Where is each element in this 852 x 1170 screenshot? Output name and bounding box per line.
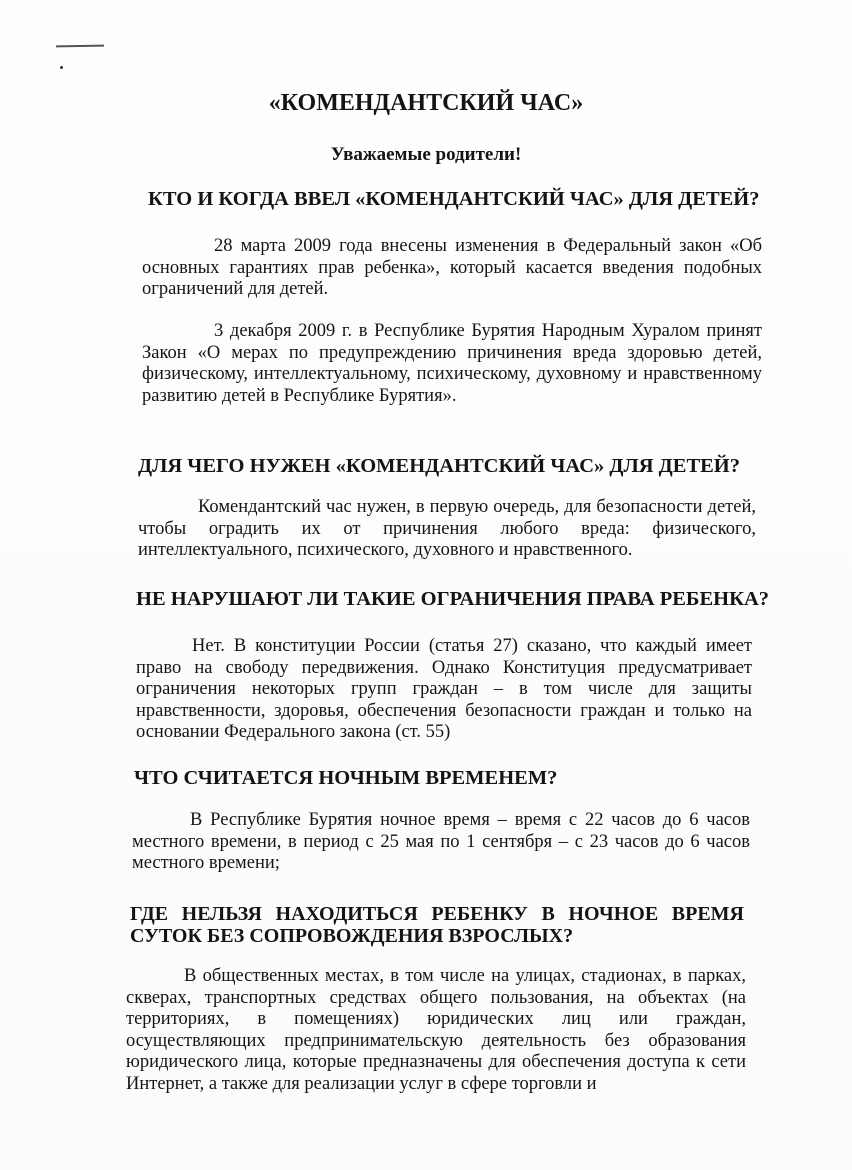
section-heading-who-when: КТО И КОГДА ВВЕЛ «КОМЕНДАНТСКИЙ ЧАС» ДЛЯ ДЕТЕЙ? [148,188,760,210]
greeting: Уважаемые родители! [330,144,522,165]
section-heading-night-time: ЧТО СЧИТАЕТСЯ НОЧНЫМ ВРЕМЕНЕМ? [134,767,558,789]
paragraph-night-time: В Республике Бурятия ночное время – время с 22 часов до 6 часов местного времени, в период с 25 мая по 1 сентября – с 23 часов до 6 часов местного времени; [132,810,750,873]
scan-artifact-dot [60,66,63,69]
paragraph-law-2009-march: 28 марта 2009 года внесены изменения в Федеральный закон «Об основных гарантиях прав ребенка», который касается введения подобных ограничений для детей. [142,236,762,299]
paragraph-why-curfew: Комендантский час нужен, в первую очередь, для безопасности детей, чтобы оградить их от причинения любого вреда: физического, интеллектуального, психического, духовного и нравственного. [138,497,756,560]
scan-artifact-line [56,45,104,48]
document-title: «КОМЕНДАНТСКИЙ ЧАС» [268,90,584,116]
paragraph-constitution: Нет. В конституции России (статья 27) сказано, что каждый имеет право на свободу передвижения. Однако Конституция предусматривает ограничения некоторых групп граждан – в том числе для защиты нравственности, здоровья, обеспечения безопасности граждан и только на основании Федерального закона (ст. 55) [136,636,752,742]
section-heading-rights: НЕ НАРУШАЮТ ЛИ ТАКИЕ ОГРАНИЧЕНИЯ ПРАВА РЕБЕНКА? [136,588,770,610]
paragraph-law-2009-december: 3 декабря 2009 г. в Республике Бурятия Народным Хуралом принят Закон «О мерах по предупреждению причинения вреда здоровью детей, физическому, интеллектуальному, психическому, духовному и нравственному развитию детей в Республике Бурятия». [142,321,762,406]
paragraph-public-places: В общественных местах, в том числе на улицах, стадионах, в парках, скверах, транспортных средствах общего пользования, на объектах (на территориях, в помещениях) юридических лиц или граждан, осуществляющих предпринимательскую деятельность без образования юридического лица, которые предназначены для обеспечения доступа к сети Интернет, а также для реализации услуг в сфере торговли и [126,966,746,1094]
section-heading-why: ДЛЯ ЧЕГО НУЖЕН «КОМЕНДАНТСКИЙ ЧАС» ДЛЯ ДЕТЕЙ? [138,455,740,477]
section-heading-where: ГДЕ НЕЛЬЗЯ НАХОДИТЬСЯ РЕБЕНКУ В НОЧНОЕ ВРЕМЯ СУТОК БЕЗ СОПРОВОЖДЕНИЯ ВЗРОСЛЫХ? [130,903,744,947]
